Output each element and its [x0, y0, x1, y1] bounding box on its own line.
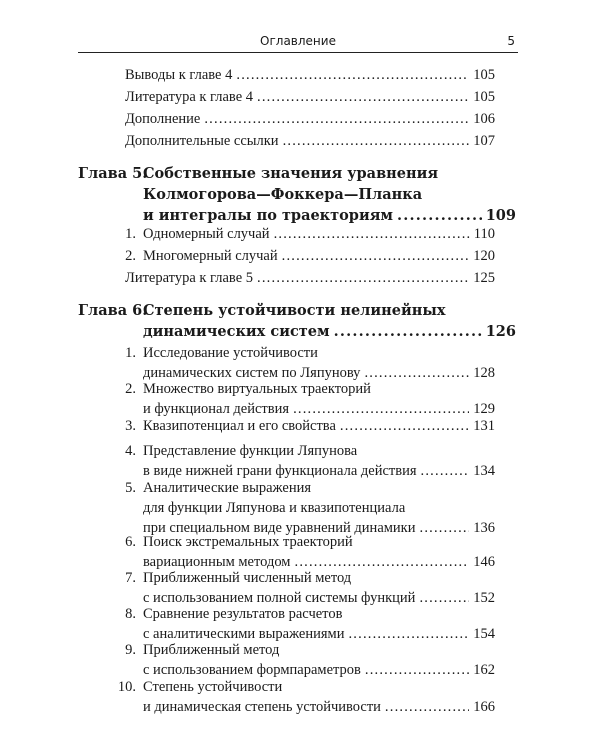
toc-entry[interactable]: Многомерный случай ..... 120: [143, 246, 495, 266]
leader-dots: [257, 268, 469, 288]
leader-dots: [236, 65, 469, 85]
chapter-6-title[interactable]: Степень устойчивости нелинейных динамических систем ..... 126: [143, 300, 516, 342]
chapter-5-label: Глава 5.: [78, 165, 148, 182]
section-number: 2.: [125, 381, 136, 397]
leader-dots: [385, 697, 469, 717]
toc-entry[interactable]: Дополнение ..... 106: [125, 109, 495, 129]
toc-entry[interactable]: Выводы к главе 4 ..... 105: [125, 65, 495, 85]
leader-dots: [204, 109, 469, 129]
toc-entry[interactable]: Дополнительные ссылки ..... 107: [125, 131, 495, 151]
chapter-6-label: Глава 6.: [78, 302, 148, 319]
leader-dots: [340, 416, 469, 436]
leader-dots: [334, 321, 482, 342]
section-number: 2.: [125, 248, 136, 264]
section-number: 1.: [125, 345, 136, 361]
section-number: 3.: [125, 418, 136, 434]
toc-entry[interactable]: Степень устойчивости и динамическая степень устойчивости ..... 166: [143, 677, 495, 717]
toc-entry[interactable]: Сравнение результатов расчетов с аналитическими выражениями ..... 154: [143, 604, 495, 644]
section-number: 1.: [125, 226, 136, 242]
leader-dots: [397, 205, 482, 226]
section-number: 4.: [125, 443, 136, 459]
section-number: 10.: [117, 679, 136, 695]
toc-entry[interactable]: Приближенный метод с использованием формпараметров ..... 162: [143, 640, 495, 680]
leader-dots: [282, 246, 470, 266]
header-title: Оглавление: [260, 34, 336, 48]
section-number: 6.: [125, 534, 136, 550]
toc-entry[interactable]: Квазипотенциал и его свойства ..... 131: [143, 416, 495, 436]
toc-entry[interactable]: Поиск экстремальных траекторий вариационным методом ..... 146: [143, 532, 495, 572]
section-number: 5.: [125, 480, 136, 496]
section-number: 8.: [125, 606, 136, 622]
leader-dots: [283, 131, 470, 151]
section-number: 9.: [125, 642, 136, 658]
toc-entry[interactable]: Литература к главе 5 ..... 125: [125, 268, 495, 288]
section-number: 7.: [125, 570, 136, 586]
running-header: [78, 32, 518, 53]
header-page-number: 5: [507, 34, 515, 48]
toc-entry[interactable]: Исследование устойчивости динамических систем по Ляпунову ..... 128: [143, 343, 495, 383]
chapter-5-title[interactable]: Собственные значения уравнения Колмогорова—Фоккера—Планка и интегралы по траекториям ..... 109: [143, 163, 516, 226]
toc-entry[interactable]: Литература к главе 4 ..... 105: [125, 87, 495, 107]
leader-dots: [274, 224, 470, 244]
toc-entry[interactable]: Приближенный численный метод с использованием полной системы функций ..... 152: [143, 568, 495, 608]
toc-entry[interactable]: Множество виртуальных траекторий и функционал действия ..... 129: [143, 379, 495, 419]
leader-dots: [257, 87, 469, 107]
toc-entry[interactable]: Представление функции Ляпунова в виде нижней грани функционала действия ..... 134: [143, 441, 495, 481]
toc-entry[interactable]: Одномерный случай ..... 110: [143, 224, 495, 244]
toc-entry[interactable]: Аналитические выражения для функции Ляпунова и квазипотенциала при специальном виде уравнений динамики ..... 136: [143, 478, 495, 538]
